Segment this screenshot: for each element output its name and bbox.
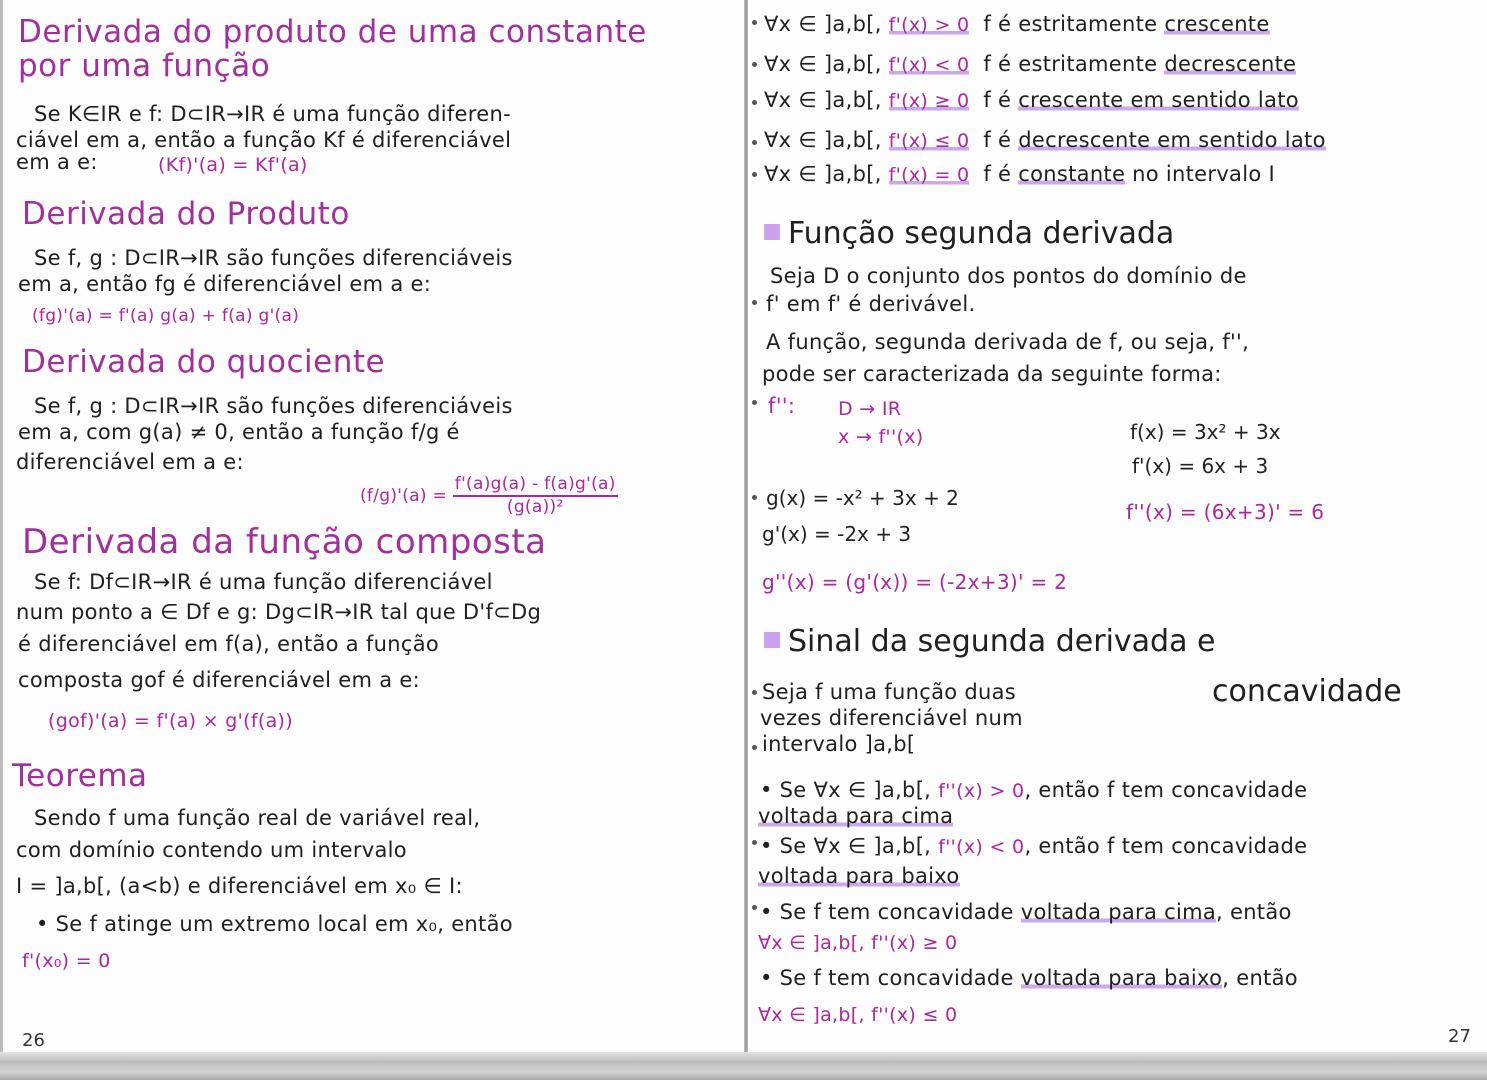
spiral-hole-icon [752,400,757,405]
notebook-bottom-edge [0,1052,1487,1080]
square-bullet-icon [764,632,780,648]
page-number: 26 [22,1030,45,1051]
rule-line: ∀x ∈ ]a,b[, f'(x) ≥ 0 f é crescente em sentido lato [764,88,1299,112]
rule-line: ∀x ∈ ]a,b[, f'(x) < 0 f é estritamente decrescente [764,52,1297,76]
rule-line: voltada para baixo [758,864,960,888]
example-result: g''(x) = (g'(x)) = (-2x+3)' = 2 [762,570,1068,594]
spiral-hole-icon [752,140,757,145]
example-line: f(x) = 3x² + 3x [1130,420,1281,444]
fraction [453,476,618,516]
formula: (Kf)'(a) = Kf'(a) [158,154,308,176]
section-title: por uma função [18,48,271,84]
example-result: f''(x) = (6x+3)' = 6 [1126,500,1325,524]
quotient-formula [360,476,618,516]
def-map: D → IR [838,398,902,420]
spiral-hole-icon [752,495,757,500]
rule-line: • Se ∀x ∈ ]a,b[, f''(x) > 0, então f tem concavidade [760,778,1308,802]
body-line: Se f: Df⊂IR→IR é uma função diferenciável [34,570,493,594]
body-line: Se K∈IR e f: D⊂IR→IR é uma função diferen- [34,102,511,126]
rule-line: ∀x ∈ ]a,b[, f'(x) = 0 f é constante no intervalo I [764,162,1275,186]
body-line: pode ser caracterizada da seguinte forma: [762,362,1222,386]
converse-line: • Se f tem concavidade voltada para baixo, então [760,966,1298,990]
example-line: g'(x) = -2x + 3 [762,522,912,546]
square-bullet-icon [764,224,780,240]
def-label: f'': [768,394,796,418]
fraction-numerator: f'(a)g(a) - f(a)g'(a) [453,476,618,497]
body-line: Sendo f uma função real de variável real, [34,806,481,830]
body-line: diferenciável em a e: [16,450,244,474]
section-title: concavidade [1212,674,1402,709]
fraction-denominator: (g(a))² [506,497,564,517]
spiral-hole-icon [752,20,757,25]
page-number: 27 [1448,1026,1471,1047]
formula: ∀x ∈ ]a,b[, f''(x) ≥ 0 [758,932,958,954]
spiral-hole-icon [752,745,757,750]
example-line: g(x) = -x² + 3x + 2 [766,486,959,510]
body-line: Se f, g : D⊂IR→IR são funções diferenciáveis [34,394,513,418]
converse-line: • Se f tem concavidade voltada para cima, então [760,900,1292,924]
spiral-hole-icon [752,690,757,695]
section-title: Teorema [12,758,148,794]
section-title: Função segunda derivada [764,216,1174,251]
spiral-hole-icon [752,840,757,845]
body-line: intervalo ]a,b[ [762,732,916,756]
formula: (gof)'(a) = f'(a) × g'(f(a)) [48,710,293,732]
body-line: com domínio contendo um intervalo [16,838,407,862]
body-line: ciável em a, então a função Kf é diferenciável [16,128,512,152]
body-line: Seja D o conjunto dos pontos do domínio de [770,264,1247,288]
rule-line: • Se ∀x ∈ ]a,b[, f''(x) < 0, então f tem concavidade [760,834,1308,858]
section-title: Sinal da segunda derivada e [764,624,1215,659]
example-line: f'(x) = 6x + 3 [1132,454,1269,478]
body-line: em a, com g(a) ≠ 0, então a função f/g é [18,420,460,444]
body-line: é diferenciável em f(a), então a função [18,632,440,656]
rule-line: ∀x ∈ ]a,b[, f'(x) ≤ 0 f é decrescente em sentido lato [764,128,1326,152]
body-line: Se f, g : D⊂IR→IR são funções diferenciáveis [34,246,513,270]
section-title: Derivada do quociente [22,344,386,380]
body-line: vezes diferenciável num [760,706,1023,730]
formula: ∀x ∈ ]a,b[, f''(x) ≤ 0 [758,1004,958,1026]
def-map: x → f''(x) [838,426,924,448]
body-line: f' em f' é derivável. [766,292,976,316]
body-line: em a e: [16,150,98,174]
spiral-hole-icon [752,300,757,305]
rule-line: voltada para cima [758,804,954,828]
body-line: I = ]a,b[, (a<b) e diferenciável em x₀ ∈ I: [16,874,463,898]
spiral-hole-icon [752,905,757,910]
formula: f'(x₀) = 0 [22,950,111,972]
body-line: num ponto a ∈ Df e g: Dg⊂IR→IR tal que D'f⊂Dg [16,600,542,624]
rule-line: ∀x ∈ ]a,b[, f'(x) > 0 f é estritamente crescente [764,12,1270,36]
notebook-spine [744,0,748,1052]
body-line: • Se f atinge um extremo local em x₀, então [36,912,513,936]
body-line: composta gof é diferenciável em a e: [18,668,420,692]
formula: (fg)'(a) = f'(a) g(a) + f(a) g'(a) [32,306,300,326]
body-line: em a, então fg é diferenciável em a e: [18,272,432,296]
section-title: Derivada do produto de uma constante [18,14,647,50]
spiral-hole-icon [752,62,757,67]
body-line: A função, segunda derivada de f, ou seja, f'', [766,330,1250,354]
spiral-hole-icon [752,172,757,177]
section-title: Derivada do Produto [22,196,350,232]
body-line: Seja f uma função duas [762,680,1017,704]
spiral-hole-icon [752,100,757,105]
formula-lhs: (f/g)'(a) = [360,486,448,506]
section-title: Derivada da função composta [22,522,547,562]
